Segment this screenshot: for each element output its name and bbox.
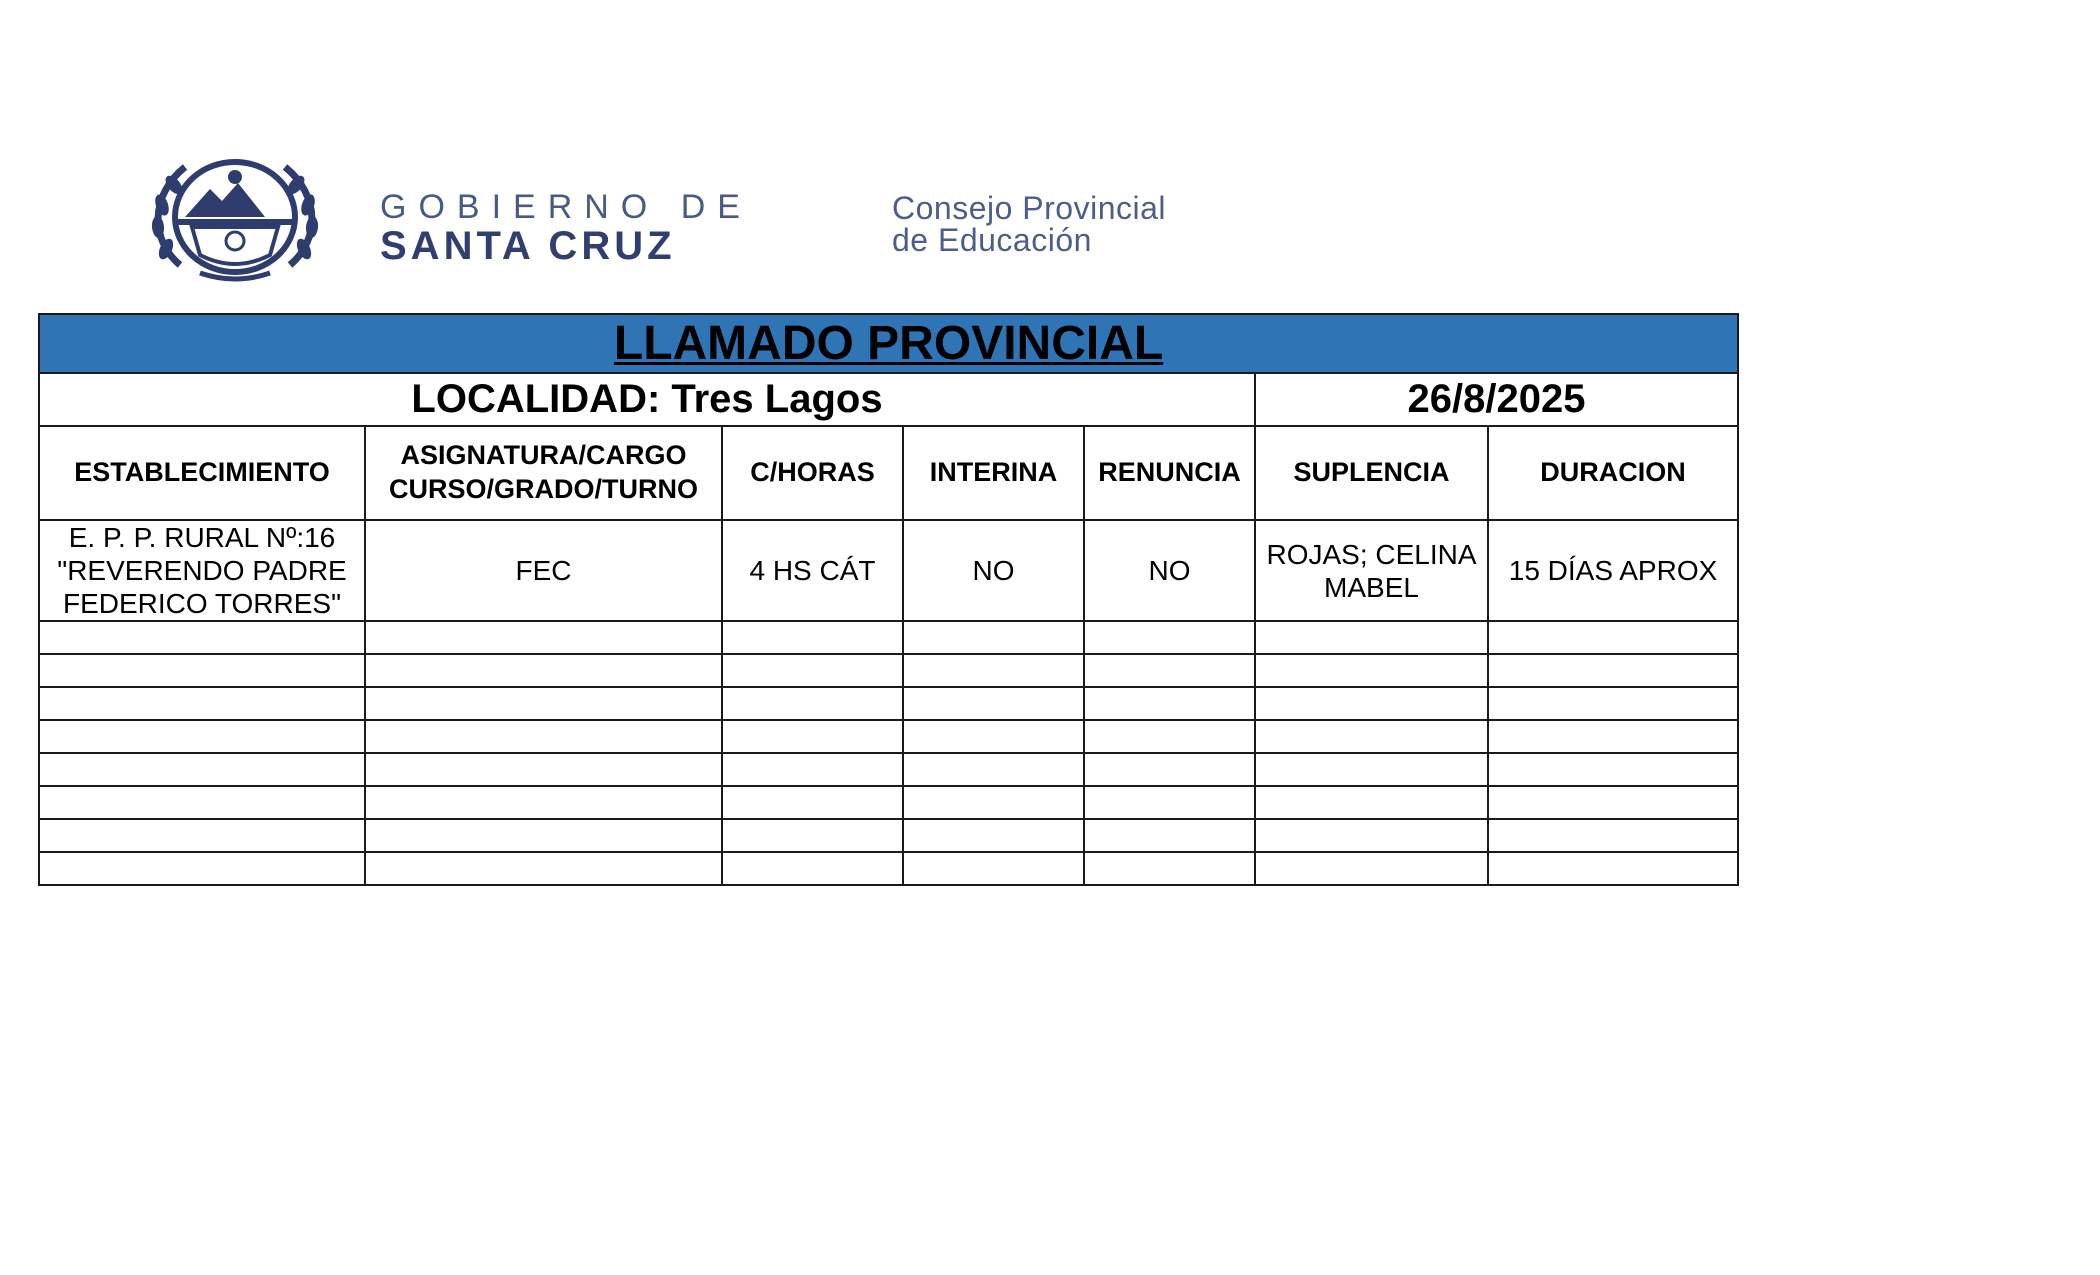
- empty-cell: [1255, 621, 1488, 654]
- council-line-2: de Educación: [892, 222, 1092, 258]
- table-row: [39, 687, 1738, 720]
- table-row: [39, 852, 1738, 885]
- cell-duracion: 15 DÍAS APROX: [1488, 520, 1738, 621]
- date-cell: 26/8/2025: [1255, 373, 1738, 426]
- table-row: [39, 753, 1738, 786]
- empty-cell: [1084, 852, 1255, 885]
- empty-cell: [39, 687, 365, 720]
- cell-interina: NO: [903, 520, 1084, 621]
- empty-cell: [365, 819, 722, 852]
- empty-cell: [1255, 852, 1488, 885]
- empty-cell: [1084, 819, 1255, 852]
- cell-horas: 4 HS CÁT: [722, 520, 903, 621]
- empty-cell: [1084, 654, 1255, 687]
- locality-cell: LOCALIDAD: Tres Lagos: [39, 373, 1255, 426]
- empty-cell: [903, 753, 1084, 786]
- header-establecimiento: ESTABLECIMIENTO: [39, 426, 365, 520]
- empty-cell: [39, 654, 365, 687]
- empty-cell: [722, 654, 903, 687]
- table-row: [39, 621, 1738, 654]
- empty-cell: [903, 786, 1084, 819]
- empty-cell: [1255, 786, 1488, 819]
- header-interina: INTERINA: [903, 426, 1084, 520]
- empty-rows: [39, 621, 1738, 885]
- empty-cell: [39, 720, 365, 753]
- empty-cell: [1255, 687, 1488, 720]
- empty-cell: [39, 819, 365, 852]
- title-cell: [39, 314, 1738, 373]
- empty-cell: [39, 621, 365, 654]
- empty-cell: [365, 654, 722, 687]
- council-line-1: Consejo Provincial: [892, 190, 1167, 226]
- header-suplencia: SUPLENCIA: [1255, 426, 1488, 520]
- empty-cell: [1255, 654, 1488, 687]
- council-wordmark: [892, 192, 1166, 256]
- empty-cell: [1084, 786, 1255, 819]
- cell-renuncia: NO: [1084, 520, 1255, 621]
- government-wordmark: [380, 190, 752, 266]
- empty-cell: [1488, 852, 1738, 885]
- cell-suplencia: ROJAS; CELINA MABEL: [1255, 520, 1488, 621]
- empty-cell: [722, 786, 903, 819]
- empty-cell: [1255, 819, 1488, 852]
- empty-cell: [903, 687, 1084, 720]
- llamado-table: [38, 313, 1739, 886]
- cell-establecimiento: E. P. P. RURAL Nº:16 "REVERENDO PADRE FEDERICO TORRES": [39, 520, 365, 621]
- empty-cell: [903, 720, 1084, 753]
- logo-area: [140, 155, 330, 285]
- title-row: [39, 314, 1738, 373]
- header-asignatura: [365, 426, 722, 520]
- empty-cell: [1488, 720, 1738, 753]
- empty-cell: [722, 687, 903, 720]
- empty-cell: [1084, 720, 1255, 753]
- empty-cell: [39, 753, 365, 786]
- empty-cell: [1488, 687, 1738, 720]
- table-row: [39, 720, 1738, 753]
- empty-cell: [365, 621, 722, 654]
- empty-cell: [722, 852, 903, 885]
- empty-cell: [1084, 687, 1255, 720]
- header-renuncia: RENUNCIA: [1084, 426, 1255, 520]
- document-title: LLAMADO PROVINCIAL: [613, 317, 1164, 370]
- table-row: [39, 786, 1738, 819]
- empty-cell: [903, 654, 1084, 687]
- empty-cell: [365, 720, 722, 753]
- header-asignatura-text: ASIGNATURA/CARGO CURSO/GRADO/TURNO: [389, 440, 698, 504]
- table-row: [39, 520, 1738, 621]
- empty-cell: [1488, 819, 1738, 852]
- empty-cell: [39, 786, 365, 819]
- empty-cell: [365, 786, 722, 819]
- empty-cell: [365, 687, 722, 720]
- gov-line-1: GOBIERNO DE: [380, 188, 752, 226]
- empty-cell: [1084, 753, 1255, 786]
- empty-cell: [722, 720, 903, 753]
- empty-cell: [1084, 621, 1255, 654]
- empty-cell: [1488, 753, 1738, 786]
- santa-cruz-seal-icon: [140, 155, 330, 285]
- empty-cell: [39, 852, 365, 885]
- cell-asignatura: FEC: [365, 520, 722, 621]
- empty-cell: [1255, 753, 1488, 786]
- empty-cell: [903, 621, 1084, 654]
- header-horas: C/HORAS: [722, 426, 903, 520]
- header-duracion: DURACION: [1488, 426, 1738, 520]
- table-row: [39, 654, 1738, 687]
- locality-row: [39, 373, 1738, 426]
- table-row: [39, 819, 1738, 852]
- empty-cell: [1488, 654, 1738, 687]
- empty-cell: [722, 819, 903, 852]
- gov-line-2: SANTA CRUZ: [380, 224, 676, 268]
- empty-cell: [903, 852, 1084, 885]
- empty-cell: [365, 753, 722, 786]
- empty-cell: [903, 819, 1084, 852]
- empty-cell: [1488, 621, 1738, 654]
- empty-cell: [722, 621, 903, 654]
- empty-cell: [365, 852, 722, 885]
- header-row: [39, 426, 1738, 520]
- empty-cell: [722, 753, 903, 786]
- empty-cell: [1488, 786, 1738, 819]
- empty-cell: [1255, 720, 1488, 753]
